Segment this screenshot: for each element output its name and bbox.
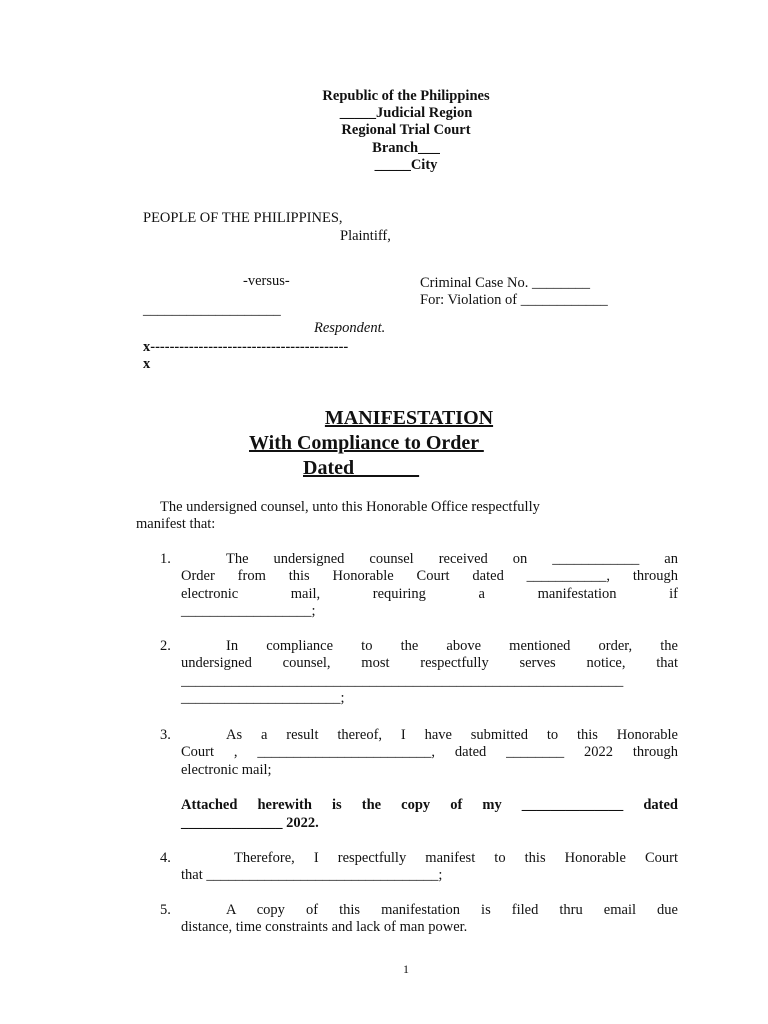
item-3-line-1: As a result thereof, I have submitted to this Honorable [226, 727, 678, 743]
versus-label: -versus- [243, 273, 290, 289]
item-number: 1. [160, 551, 171, 567]
respondent-label: Respondent. [314, 320, 386, 336]
court-header-court: Regional Trial Court [341, 122, 471, 138]
caption-divider: x----------------------------------------- [143, 339, 349, 355]
intro-line-1: The undersigned counsel, unto this Honorable Office respectfully [160, 499, 540, 515]
item-1-line-1: The undersigned counsel received on ____________ an [226, 551, 678, 567]
item-number: 5. [160, 902, 171, 918]
item-2-line-4: ______________________; [181, 690, 345, 706]
plaintiff-name: PEOPLE OF THE PHILIPPINES, [143, 210, 343, 226]
item-1-line-3: electronic mail, requiring a manifestation if [181, 586, 678, 602]
item-2-line-3: _____________________________________________________________ [181, 673, 624, 689]
violation-label: For: Violation of ____________ [420, 292, 608, 308]
court-header-branch: Branch___ [372, 140, 440, 156]
caption-divider-end: x [143, 356, 151, 372]
item-1-line-4: __________________; [181, 603, 316, 619]
respondent-name-blank: ___________________ [143, 302, 281, 318]
intro-line-2: manifest that: [136, 516, 216, 532]
court-header-city: _____City [374, 157, 438, 173]
item-4-line-2: that ________________________________; [181, 867, 443, 883]
item-1-line-2: Order from this Honorable Court dated ___________, through [181, 568, 678, 584]
item-2-line-1: In compliance to the above mentioned order, the [226, 638, 678, 654]
page-number: 1 [403, 962, 409, 976]
attached-line-1: Attached herewith is the copy of my ______________ dated [181, 797, 678, 813]
item-number: 2. [160, 638, 171, 654]
court-header-region: _____Judicial Region [339, 105, 473, 121]
item-4-line-1: Therefore, I respectfully manifest to this Honorable Court [234, 850, 678, 866]
item-number: 4. [160, 850, 171, 866]
attached-line-2: ______________ 2022. [181, 815, 319, 831]
item-3-line-3: electronic mail; [181, 762, 272, 778]
document-title: MANIFESTATION [324, 407, 494, 429]
criminal-case-number: Criminal Case No. ________ [420, 275, 590, 291]
item-3-line-2: Court , ________________________, dated ________ 2022 through [181, 744, 678, 760]
item-5-line-2: distance, time constraints and lack of man power. [181, 919, 468, 935]
item-number: 3. [160, 727, 171, 743]
item-5-line-1: A copy of this manifestation is filed thru email due [226, 902, 678, 918]
court-header-republic: Republic of the Philippines [322, 88, 490, 104]
document-subtitle-dated: Dated [303, 457, 420, 479]
plaintiff-label: Plaintiff, [340, 228, 391, 244]
document-subtitle: With Compliance to Order [249, 432, 484, 454]
item-2-line-2: undersigned counsel, most respectfully serves notice, that [181, 655, 678, 671]
